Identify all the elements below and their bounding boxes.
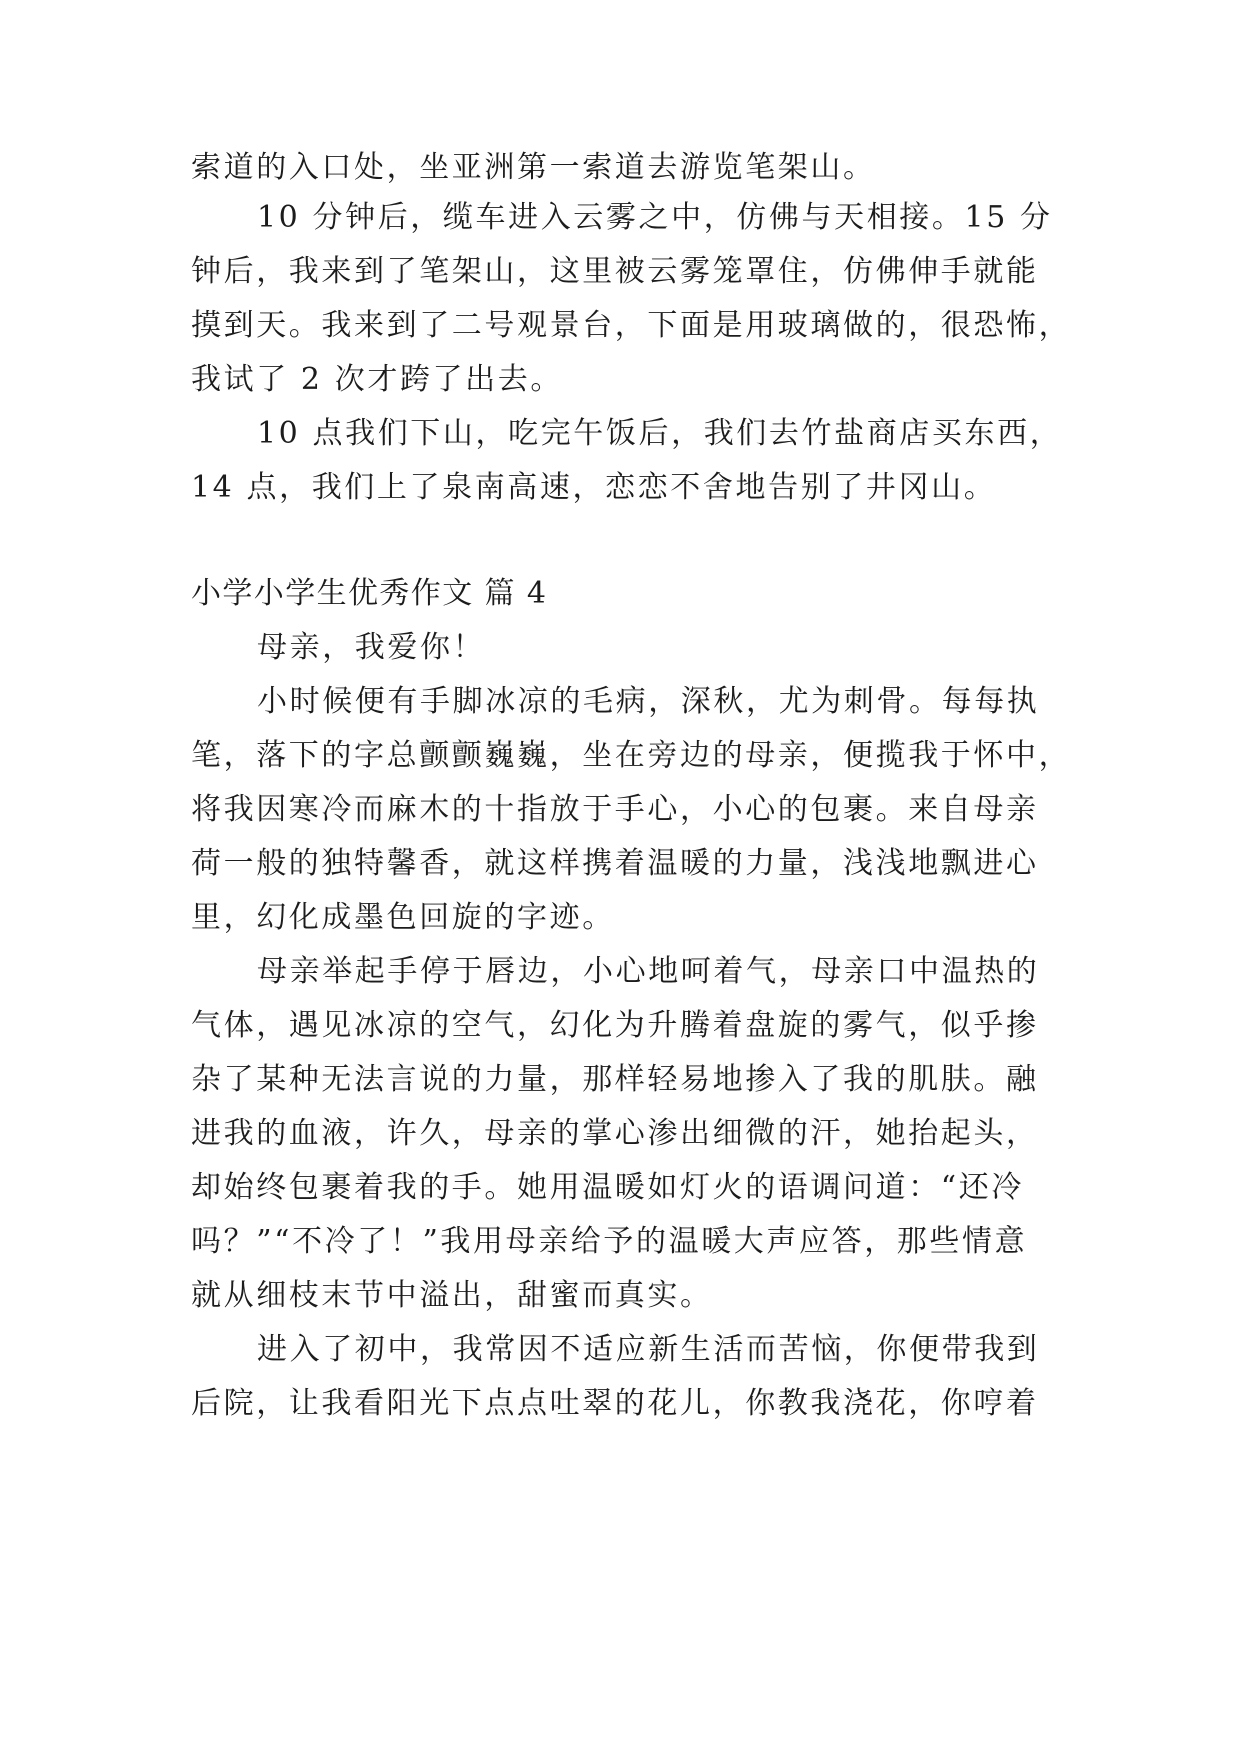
text-line: 母亲举起手停于唇边，小心地呵着气，母亲口中温热的 <box>257 954 1040 989</box>
text-line: 进我的血液，许久，母亲的掌心渗出细微的汗，她抬起头， <box>191 1116 1039 1151</box>
text-line: 里，幻化成墨色回旋的字迹。 <box>191 900 615 935</box>
text-line: 将我因寒冷而麻木的十指放于手心，小心的包裹。来自母亲 <box>191 792 1039 827</box>
text-line: 荷一般的独特馨香，就这样携着温暖的力量，浅浅地飘进心 <box>191 846 1039 881</box>
text-line: 气体，遇见冰凉的空气，幻化为升腾着盘旋的雾气，似乎掺 <box>191 1008 1039 1043</box>
text-line: 进入了初中，我常因不适应新生活而苦恼，你便带我到 <box>257 1332 1040 1367</box>
text-line: 吗？”“不冷了！”我用母亲给予的温暖大声应答，那些情意 <box>191 1224 1028 1259</box>
text-line: 却始终包裹着我的手。她用温暖如灯火的语调问道：“还冷 <box>191 1170 1024 1205</box>
text-line: 小时候便有手脚冰凉的毛病，深秋，尤为刺骨。每每执 <box>257 684 1040 719</box>
text-line: 就从细枝末节中溢出，甜蜜而真实。 <box>191 1278 713 1313</box>
text-line: 笔，落下的字总颤颤巍巍，坐在旁边的母亲，便揽我于怀中， <box>191 738 1072 773</box>
text-line: 10 分钟后，缆车进入云雾之中，仿佛与天相接。15 分 <box>257 200 1053 235</box>
section-heading: 小学小学生优秀作文 篇 4 <box>191 576 548 611</box>
text-line: 10 点我们下山，吃完午饭后，我们去竹盐商店买东西， <box>257 416 1063 451</box>
text-line: 杂了某种无法言说的力量，那样轻易地掺入了我的肌肤。融 <box>191 1062 1039 1097</box>
text-line: 索道的入口处，坐亚洲第一索道去游览笔架山。 <box>191 150 876 185</box>
text-line: 摸到天。我来到了二号观景台，下面是用玻璃做的，很恐怖， <box>191 308 1072 343</box>
text-line: 我试了 2 次才跨了出去。 <box>191 362 563 397</box>
essay-title: 母亲，我爱你！ <box>257 630 486 665</box>
text-line: 14 点，我们上了泉南高速，恋恋不舍地告别了井冈山。 <box>191 470 997 505</box>
text-line: 后院，让我看阳光下点点吐翠的花儿，你教我浇花，你哼着 <box>191 1386 1039 1421</box>
text-line: 钟后，我来到了笔架山，这里被云雾笼罩住，仿佛伸手就能 <box>191 254 1039 289</box>
